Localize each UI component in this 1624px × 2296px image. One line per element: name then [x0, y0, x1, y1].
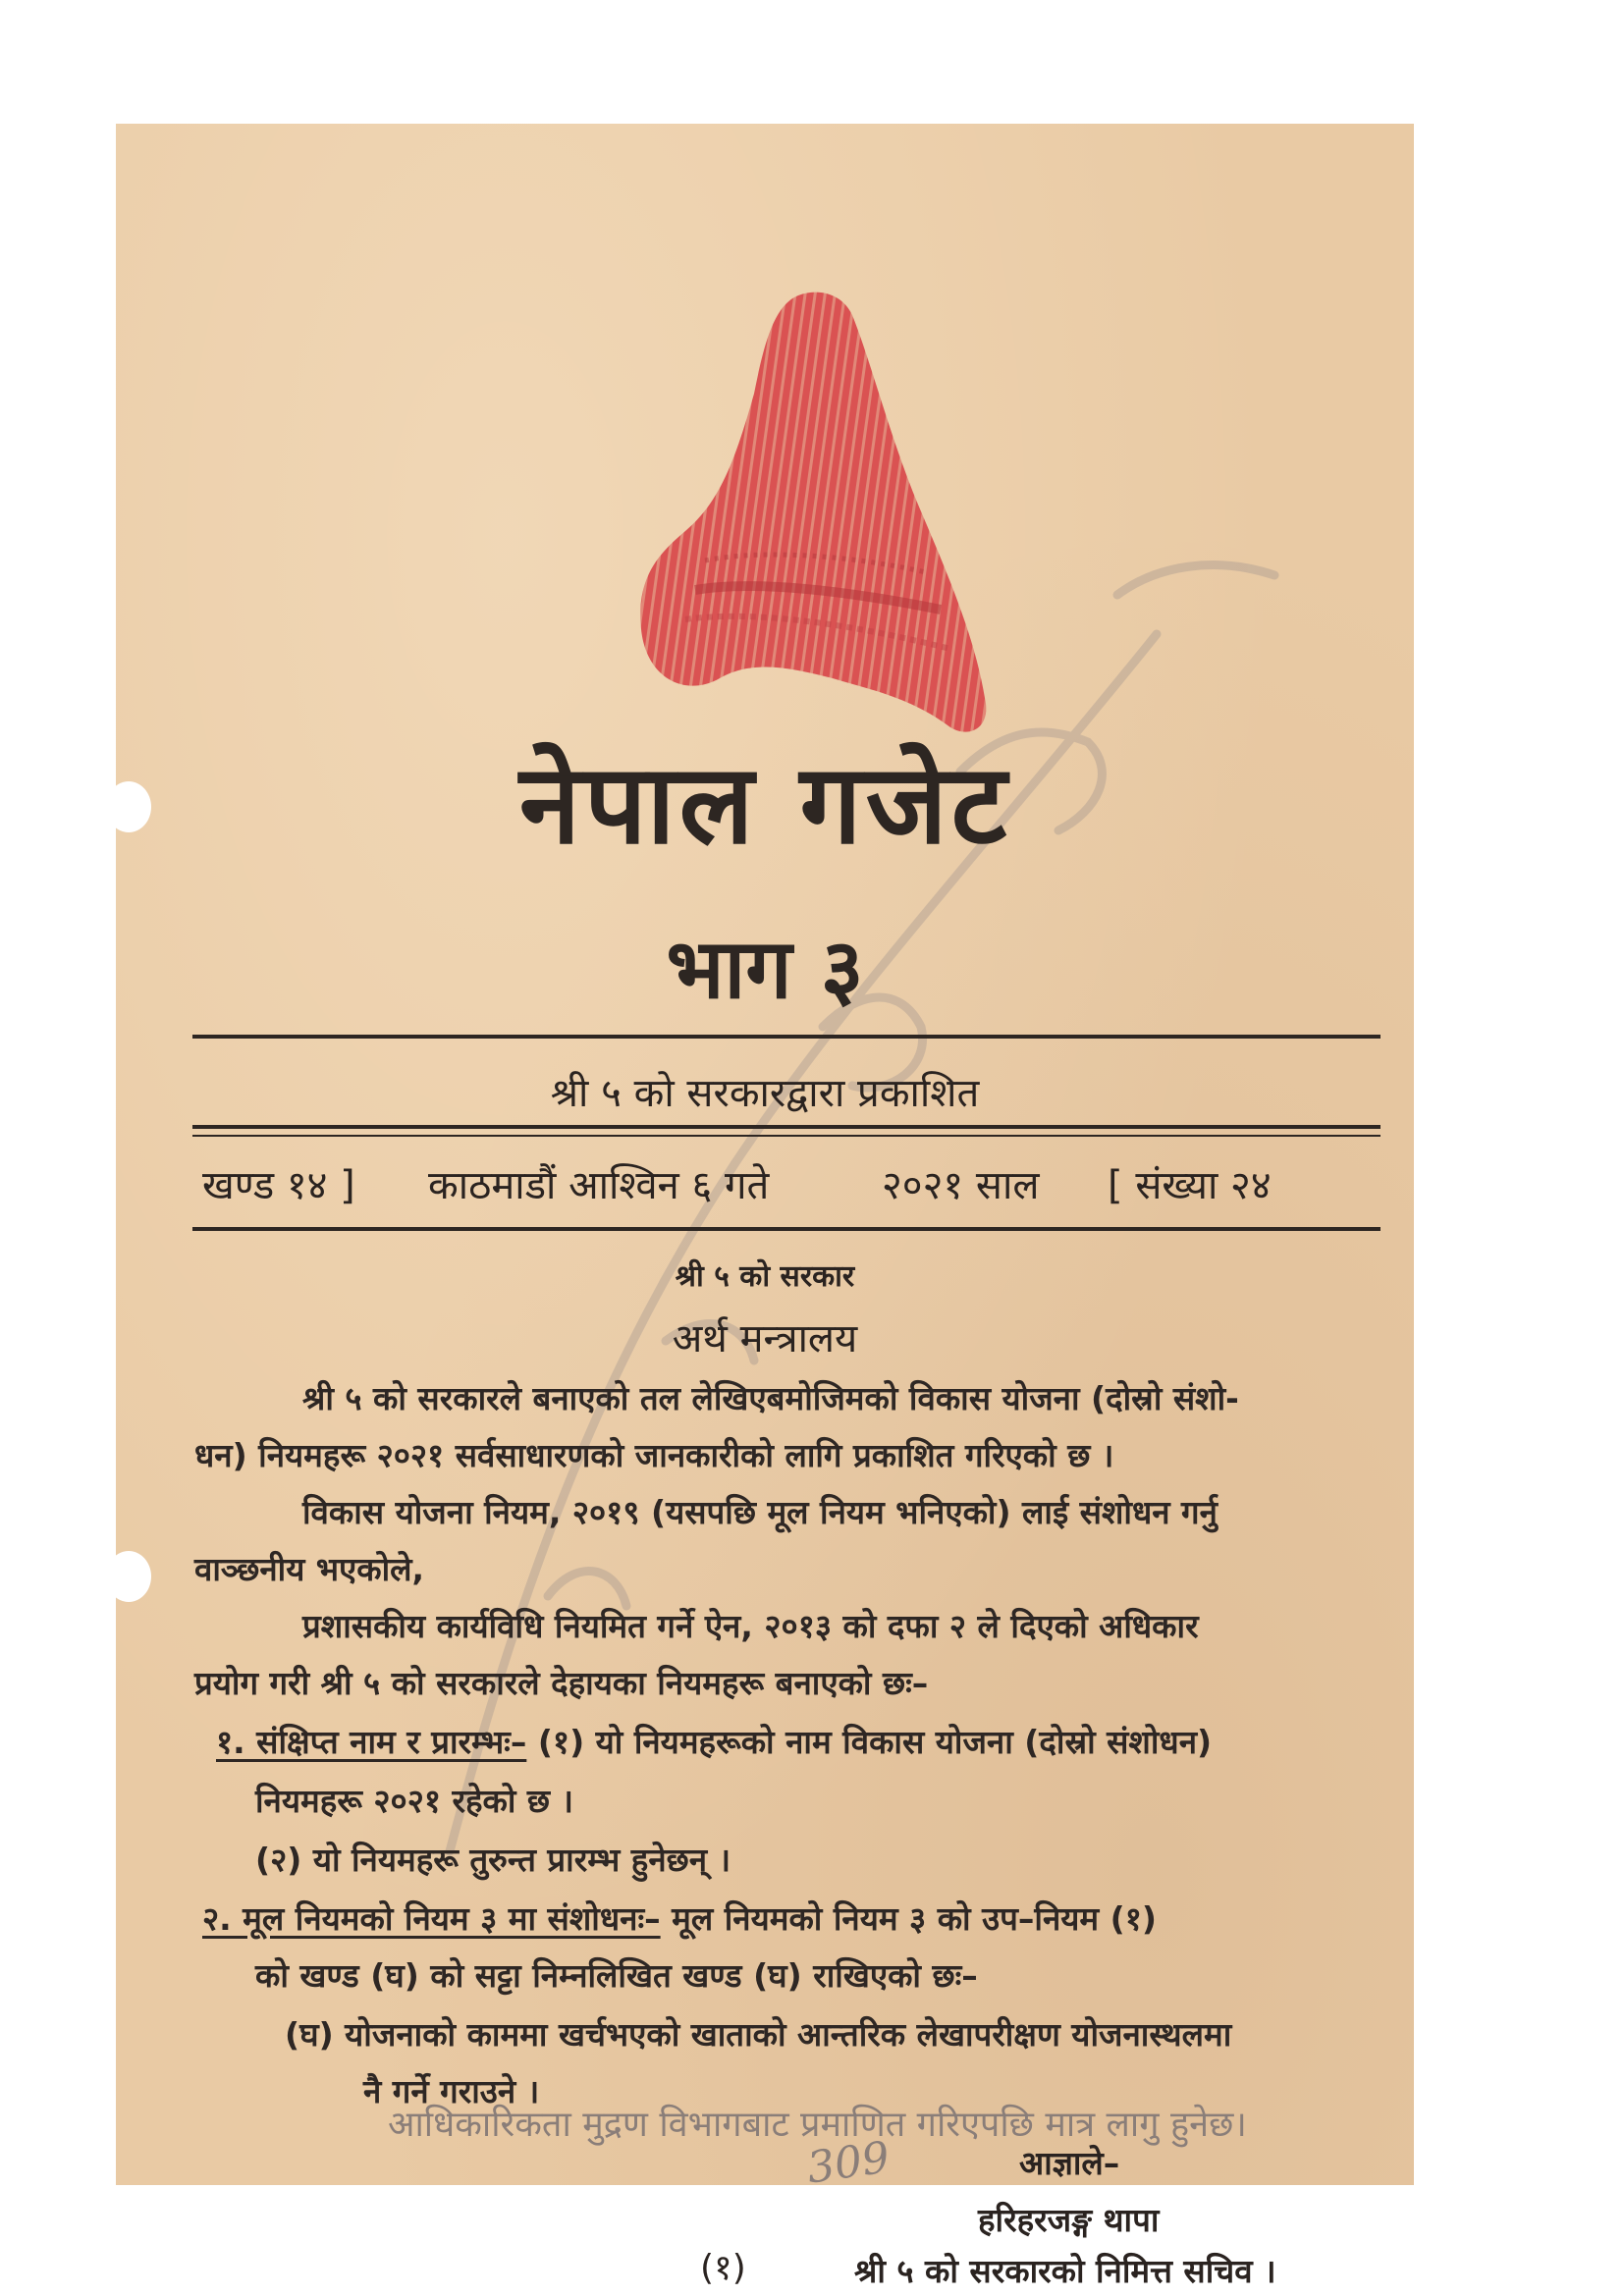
divider-line	[192, 1227, 1380, 1231]
gazette-page	[116, 124, 1414, 2290]
by-order: आज्ञाले–	[1019, 2144, 1120, 2182]
handwritten-page-number: 309	[803, 2132, 893, 2194]
paragraph-2-line-1: विकास योजना नियम, २०१९ (यसपछि मूल नियम भनिएको) लाई संशोधन गर्नु	[302, 1493, 1218, 1531]
rule-1-subrule-2: (२) यो नियमहरू तुरुन्त प्रारम्भ हुनेछन् ।	[255, 1841, 731, 1879]
divider-line	[192, 1135, 1380, 1137]
rule-2-heading: २. मूल नियमको नियम ३ मा संशोधनः–	[202, 1899, 661, 1938]
gazette-part: भाग ३	[666, 921, 864, 1017]
paragraph-3-line-2: प्रयोग गरी श्री ५ को सरकारले देहायका नियमहरू बनाएको छः–	[194, 1664, 929, 1702]
gazette-title: नेपाल गजेट	[518, 741, 1011, 869]
authenticity-footer-note: आधिकारिकता मुद्रण विभागबाट प्रमाणित गरिएपछि मात्र लागु हुनेछ।	[388, 2105, 1247, 2145]
rule-1-text: (१) यो नियमहरूको नाम विकास योजना (दोस्रो संशोधन)	[537, 1723, 1213, 1761]
signatory-name: हरिहरजङ्ग थापा	[978, 2201, 1160, 2239]
rule-1-heading: १. संक्षिप्त नाम र प्रारम्भः–	[216, 1723, 527, 1761]
rule-2-text: मूल नियमको नियम ३ को उप–नियम (१)	[672, 1899, 1157, 1938]
government-heading: श्री ५ को सरकार	[675, 1259, 855, 1294]
issue-year: २०२१ साल	[882, 1163, 1040, 1208]
punch-hole-bottom	[106, 1551, 151, 1602]
page-number: (१)	[700, 2248, 746, 2288]
divider-line	[192, 1035, 1380, 1039]
ministry-heading: अर्थ मन्त्रालय	[672, 1316, 858, 1362]
rule-1-line-2: नियमहरू २०२१ रहेको छ ।	[255, 1782, 574, 1820]
royal-seal-emblem	[626, 286, 1009, 747]
published-by: श्री ५ को सरकारद्वारा प्रकाशित	[550, 1071, 980, 1116]
clause-gha-line-2: नै गर्ने गराउने ।	[363, 2072, 540, 2110]
paragraph-1-line-2: धन) नियमहरू २०२१ सर्वसाधारणको जानकारीको लागि प्रकाशित गरिएको छ ।	[194, 1436, 1114, 1474]
paragraph-2-line-2: वाञ्छनीय भएकोले,	[194, 1550, 425, 1588]
rule-2-line-1	[202, 1891, 1157, 1948]
paragraph-1-line-1: श्री ५ को सरकारले बनाएको तल लेखिएबमोजिमको विकास योजना (दोस्रो संशो-	[302, 1379, 1239, 1417]
issue-number: [ संख्या २४	[1108, 1163, 1272, 1208]
issue-volume: खण्ड १४ ]	[202, 1163, 355, 1208]
clause-gha-line-1: (घ) योजनाको काममा खर्चभएको खाताको आन्तरिक लेखापरीक्षण योजनास्थलमा	[285, 2015, 1232, 2054]
paragraph-3-line-1: प्रशासकीय कार्यविधि नियमित गर्ने ऐन, २०१३ को दफा २ ले दिएको अधिकार	[302, 1607, 1199, 1645]
rule-1-line-1	[216, 1714, 1212, 1771]
issue-place-date: काठमाडौं आश्विन ६ गते	[428, 1163, 770, 1208]
divider-line	[192, 1125, 1380, 1129]
rule-2-line-2: को खण्ड (घ) को सट्टा निम्नलिखित खण्ड (घ) राखिएको छः–	[255, 1956, 978, 1995]
signatory-designation: श्री ५ को सरकारको निमित्त सचिव ।	[854, 2252, 1276, 2290]
